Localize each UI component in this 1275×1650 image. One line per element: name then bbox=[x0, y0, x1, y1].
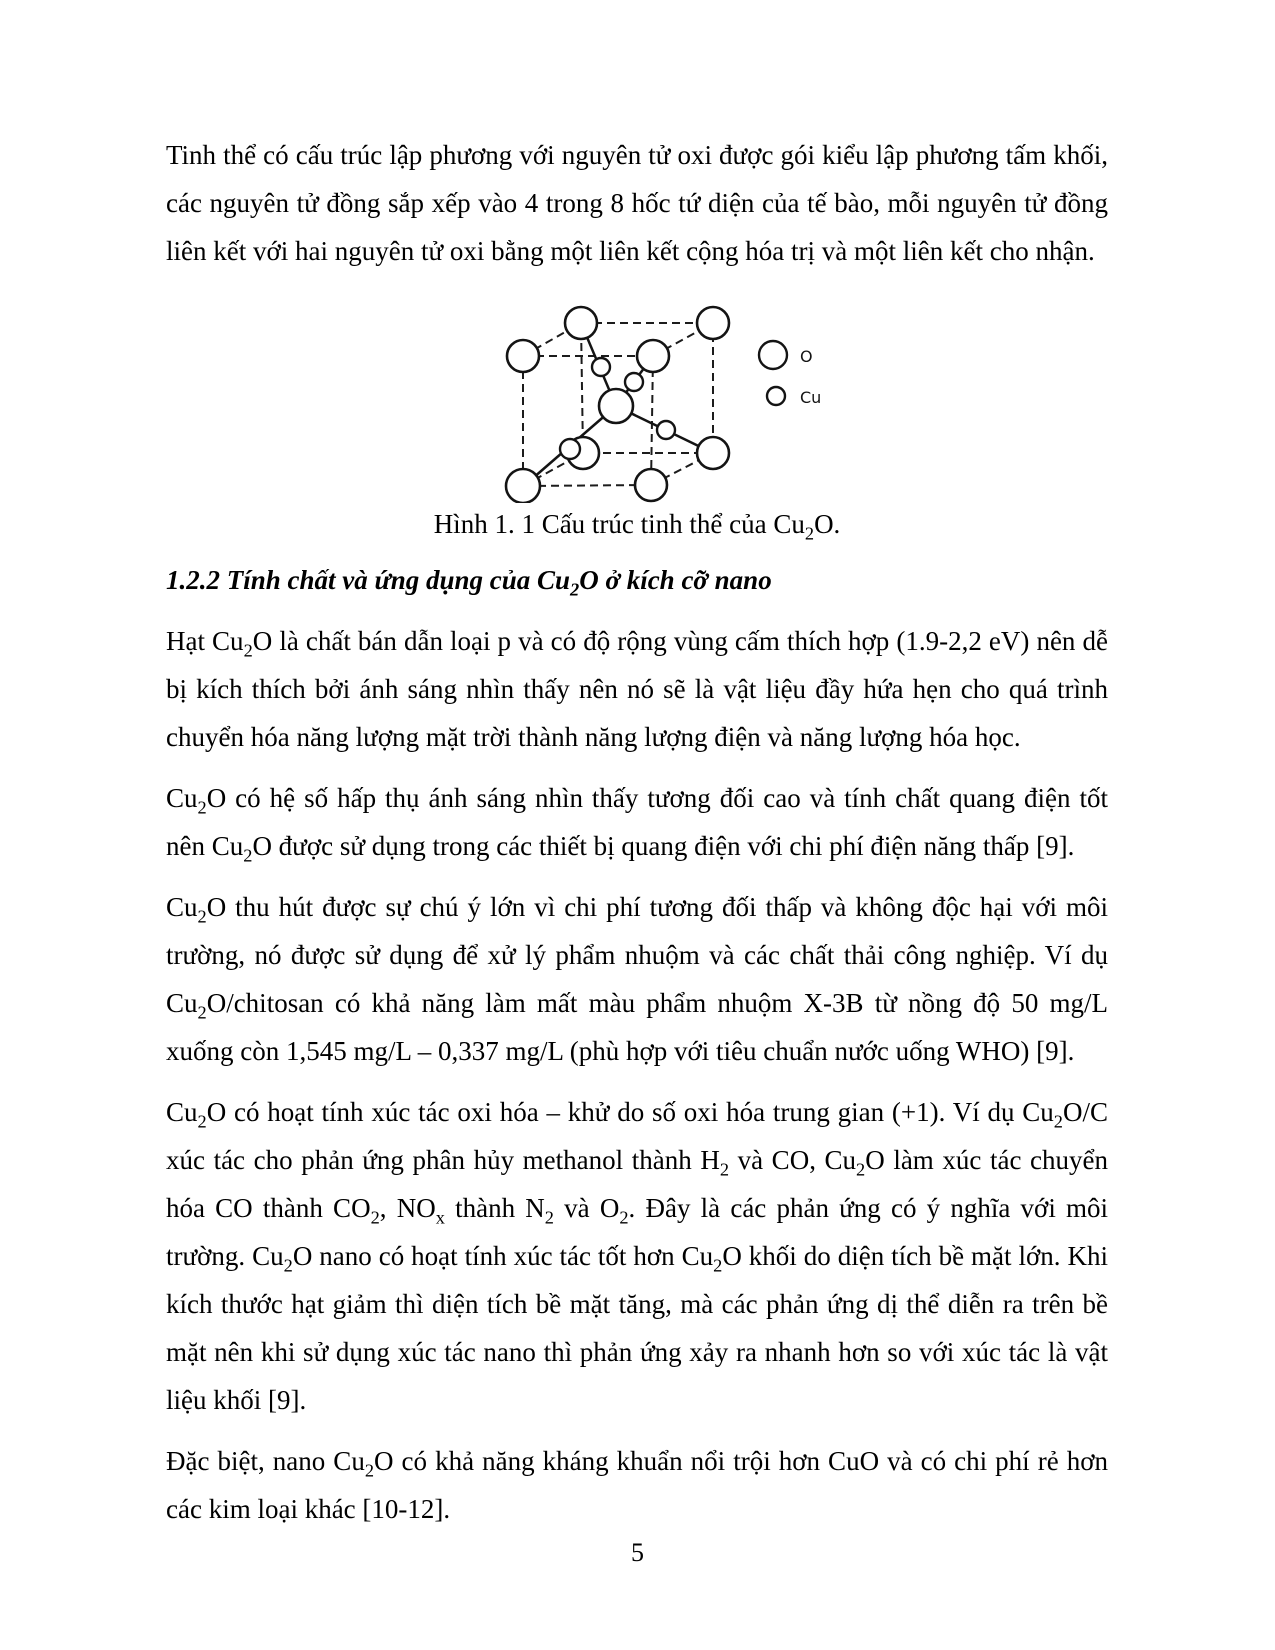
figure-caption: Hình 1. 1 Cấu trúc tinh thể của $Cu_2O$. bbox=[433, 509, 841, 544]
paragraph-dye-treatment: $Cu_2O$ thu hút được sự chú ý lớn vì chi phí tương đối thấp và không độc hại với môi trường, nó được sử dụng để xử lý phẩm nhuộm và các chất thải công nghiệp. Ví dụ $Cu_2O$/chitosan có khả năng làm mất màu phẩm nhuộm X-3B từ nồng độ 50 mg/L xuống còn 1,545 mg/L – 0,337 mg/L (phù hợp với tiêu chuẩn nước uống WHO) [9]. bbox=[166, 892, 1108, 1066]
legend-copper-label: Cu bbox=[800, 388, 822, 407]
paragraph-absorption: $Cu_2O$ có hệ số hấp thụ ánh sáng nhìn thấy tương đối cao và tính chất quang điện tốt nên $Cu_2O$ được sử dụng trong các thiết bị quang điện với chi phí điện năng thấp [9]. bbox=[166, 783, 1108, 866]
copper-atom bbox=[657, 421, 675, 439]
page-number: 5 bbox=[631, 1538, 644, 1567]
paragraph-semiconductor: Hạt $Cu_2O$ là chất bán dẫn loại p và có độ rộng vùng cấm thích hợp (1.9-2,2 eV) nên dễ bị kích thích bởi ánh sáng nhìn thấy nên nó sẽ là vật liệu đầy hứa hẹn cho quá trình chuyển hóa năng lượng mặt trời thành năng lượng điện và năng lượng hóa học. bbox=[166, 626, 1108, 752]
oxygen-atom-center bbox=[599, 389, 633, 423]
oxygen-atom bbox=[506, 469, 540, 503]
legend-oxygen-circle bbox=[759, 341, 787, 369]
paragraph-crystal-structure: Tinh thể có cấu trúc lập phương với nguyên tử oxi được gói kiểu lập phương tấm khối, các nguyên tử đồng sắp xếp vào 4 trong 8 hốc tứ diện của tế bào, mỗi nguyên tử đồng liên kết với hai nguyên tử oxi bằng một liên kết cộng hóa trị và một liên kết cho nhận. bbox=[166, 140, 1108, 266]
legend-oxygen-label: O bbox=[800, 347, 813, 366]
cu2o-crystal-diagram bbox=[458, 288, 858, 503]
legend-copper-circle bbox=[767, 387, 785, 405]
oxygen-atom bbox=[565, 307, 597, 339]
oxygen-atom bbox=[697, 437, 729, 469]
oxygen-atom bbox=[637, 340, 669, 372]
oxygen-atom bbox=[697, 307, 729, 339]
copper-atom bbox=[592, 358, 610, 376]
oxygen-atom bbox=[507, 340, 539, 372]
oxygen-atom bbox=[635, 469, 667, 501]
copper-atom bbox=[560, 439, 580, 459]
paragraph-antibacterial: Đặc biệt, nano $Cu_2O$ có khả năng kháng khuẩn nổi trội hơn CuO và có chi phí rẻ hơn các kim loại khác [10-12]. bbox=[166, 1446, 1109, 1524]
figure-cu2o-structure bbox=[166, 288, 1108, 544]
figure-legend bbox=[759, 341, 821, 407]
paragraph-catalysis: $Cu_2O$ có hoạt tính xúc tác oxi hóa – khử do số oxi hóa trung gian (+1). Ví dụ $Cu_2O/C$ xúc tác cho phản ứng phân hủy methanol thành $H_2$ và CO, $Cu_2O$ làm xúc tác chuyển hóa CO thành $CO_2$, $NO_x$ thành $N_2$ và $O_2$. Đây là các phản ứng có ý nghĩa với môi trường. $Cu_2O$ nano có hoạt tính xúc tác tốt hơn $Cu_2O$ khối do diện tích bề mặt lớn. Khi kích thước hạt giảm thì diện tích bề mặt tăng, mà các phản ứng dị thể diễn ra trên bề mặt nên khi sử dụng xúc tác nano thì phản ứng xảy ra nhanh hơn so với xúc tác là vật liệu khối [9]. bbox=[166, 1097, 1109, 1415]
section-heading-1-2-2: 1.2.2 Tính chất và ứng dụng của $Cu_2O$ ở kích cỡ nano bbox=[166, 565, 772, 600]
copper-atom bbox=[625, 373, 643, 391]
